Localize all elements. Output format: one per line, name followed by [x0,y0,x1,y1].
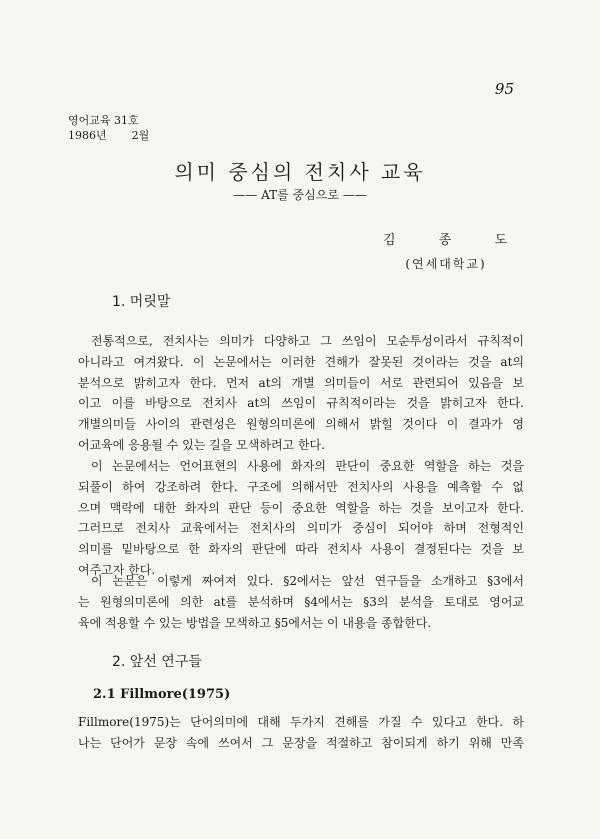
paper-subtitle: —— AT를 중심으로 —— [233,188,367,202]
journal-info [68,113,149,143]
text-line: 의미를 밑바탕으로 한 화자의 판단에 따라 전치사 사용이 결정된다는 것을 보 [78,542,524,557]
section-heading-previous-studies: 2. 앞선 연구들 [112,654,202,670]
text-line: 여주고자 한다. [78,562,156,577]
text-line: 전통적으로, 전치사는 의미가 다양하고 그 쓰임이 모순투성이라서 규칙적이 [91,334,524,348]
section-heading-introduction: 1. 머릿말 [112,294,171,310]
paper-title: 의미 중심의 전치사 교육 [174,160,426,184]
paragraph-1 [78,331,524,456]
text-line: 아니라고 여겨왔다. 이 논문에서는 이러한 견해가 잘못된 것이라는 것을 at의 [78,354,524,369]
text-line: 어교육에 응용될 수 있는 길을 모색하려고 한다. [78,437,325,452]
journal-year: 1986년 [68,129,107,142]
author-char: 김 [383,233,396,248]
text-line: 이 논문에서는 언어표현의 사용에 화자의 판단이 중요한 역할을 하는 것을 [91,459,524,473]
paragraph-2 [78,456,524,581]
author-char: 도 [494,233,507,248]
text-line: 으며 맥락에 대한 화자의 판단 등이 중요한 역할을 하는 것을 보이고자 한다. [78,500,524,515]
author-affiliation: (연세대학교) [405,257,487,271]
page-number: 95 [494,80,514,98]
paragraph-4 [78,712,524,754]
subsection-heading: 2.1 Fillmore(1975) [93,687,231,702]
journal-month: 2월 [131,129,150,142]
text-line: 이 논문은 이렇게 짜여져 있다. §2에서는 앞선 연구들을 소개하고 §3에서 [91,574,524,588]
paragraph-3 [78,571,524,633]
text-line: 그러므로 전치사 교육에서는 전치사의 의미가 중심이 되어야 하며 전형적인 [78,521,524,536]
text-line: 나는 단어가 문장 속에 쓰여서 그 문장을 적절하고 참이되게 하기 위해 만족 [78,735,524,750]
text-line: 되풀이 하여 강조하려 한다. 구조에 의해서만 전치사의 사용을 예측할 수 없 [78,479,524,494]
text-line: 는 원형의미론에 의한 at를 분석하며 §4에서는 §3의 분석을 토대로 영어교 [78,594,524,609]
text-line: 분석으로 밝히고자 한다. 먼저 at의 개별 의미들이 서로 관련되어 있음을 보 [78,375,524,390]
journal-date [68,128,149,143]
text-line: 육에 적용할 수 있는 방법을 모색하고 §5에서는 이 내용을 종합한다. [78,615,432,630]
text-line: 개별의미들 사이의 관련성은 원형의미론에 의해서 밝힐 것이다 이 결과가 영 [78,417,524,432]
text-line: Fillmore(1975)는 단어의미에 대해 두가지 견해를 가질 수 있다고 한다. 하 [78,715,524,729]
journal-name: 영어교육 31호 [68,114,139,127]
author-name [383,229,507,248]
author-char: 종 [438,233,452,248]
text-line: 이고 이를 바탕으로 전치사 at의 쓰임이 규칙적이라는 것을 밝히고자 한다. [78,396,524,411]
